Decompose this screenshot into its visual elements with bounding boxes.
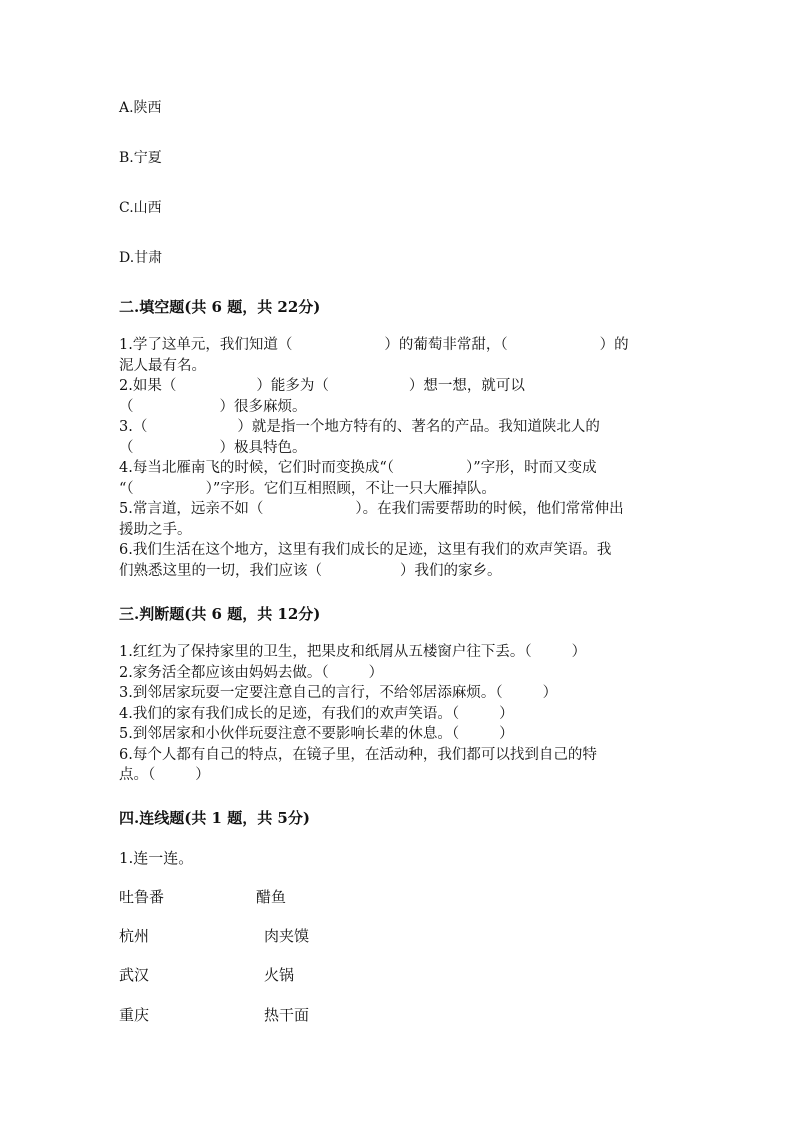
match-left-item: 武汉 [119,966,150,984]
question-item [119,335,679,376]
match-right-item: 火锅 [264,966,295,984]
question-text: “（ [119,480,134,497]
question-text: ）能多为（ [256,378,329,394]
question-line [119,458,679,479]
question-item [119,376,679,417]
question-text: ） [542,685,558,701]
question-text: ） [571,644,587,660]
question-line [119,540,679,561]
option-d: D.甘肃 [119,250,163,266]
question-text: ） [368,664,384,681]
match-right-item: 热干面 [264,1006,310,1024]
question-item [119,704,679,725]
question-line [119,724,679,745]
question-text: 6.每个人都有自己的特点，在镜子里，在活动种，我们都可以找到自己的特 [119,746,597,763]
question-text: 3.到邻居家玩耍一定要注意自己的言行，不给邻居添麻烦。（ [119,685,503,701]
question-text: 2.家务活全都应该由妈妈去做。（ [119,664,329,681]
question-item [119,724,679,745]
question-text: 5.到邻居家和小伙伴玩耍注意不要影响长辈的休息。（ [119,726,460,742]
question-item [119,417,679,458]
match-right-item: 醋鱼 [256,888,287,906]
question-text: ）。在我们需要帮助的时候，他们常常伸出 [355,501,624,517]
option-c: C.山西 [119,200,162,216]
question-line [119,765,679,786]
question-text: 2.如果（ [119,378,177,394]
question-text: （ [119,398,134,415]
question-text: 3.（ [119,419,148,435]
question-text: 泥人最有名。 [119,357,206,374]
true-false-questions [119,642,679,786]
section-heading-matching: 四.连线题(共 1 题，共 5分) [119,809,310,827]
question-item [119,540,679,581]
question-line [119,335,679,356]
question-text: ）想一想，就可以 [408,378,525,394]
option-a: A.陕西 [119,100,162,116]
question-text: ） [499,705,514,722]
question-line [119,561,679,582]
question-text: ）很多麻烦。 [219,398,307,415]
question-line [119,499,679,520]
section-heading-true-false: 三.判断题(共 6 题，共 12分) [119,605,321,623]
question-text: ）我们的家乡。 [400,562,502,579]
match-left-item: 杭州 [119,927,150,945]
question-line [119,438,679,459]
option-b: B.宁夏 [119,150,162,166]
question-text: 们熟悉这里的一切，我们应该（ [119,562,322,579]
question-text: 1.学了这单元，我们知道（ [119,337,293,353]
question-item [119,499,679,540]
question-text: 援助之手。 [119,521,192,538]
fill-blank-questions [119,335,679,581]
match-left-item: 重庆 [119,1006,150,1024]
question-text: ）就是指一个地方特有的、著名的产品。我知道陕北人的 [237,419,600,435]
match-right-item: 肉夹馍 [264,927,310,945]
question-text: 1.红红为了保持家里的卫生，把果皮和纸屑从五楼窗户往下丢。（ [119,644,532,660]
question-item [119,663,679,684]
question-item [119,642,679,663]
question-text: ） [499,726,514,742]
question-line [119,683,679,704]
question-text: 5.常言道，远亲不如（ [119,501,264,517]
question-line [119,745,679,766]
question-text: ） [195,767,210,783]
question-line [119,479,679,500]
question-item [119,683,679,704]
question-text: （ [119,439,134,456]
question-text: 6.我们生活在这个地方，这里有我们成长的足迹，这里有我们的欢声笑语。我 [119,542,612,558]
question-line [119,663,679,684]
question-line [119,642,679,663]
question-line [119,356,679,377]
question-line [119,704,679,725]
match-left-item: 吐鲁番 [119,888,165,906]
question-line [119,397,679,418]
question-line [119,376,679,397]
question-text: 4.我们的家有我们成长的足迹，有我们的欢声笑语。（ [119,705,460,722]
question-text: ）”字形。它们互相照顾，不让一只大雁掉队。 [205,480,496,497]
question-line [119,520,679,541]
question-text: 4.每当北雁南飞的时候，它们时而变换成“（ [119,460,394,476]
question-item [119,745,679,786]
section-heading-fill-blank: 二.填空题(共 6 题，共 22分) [119,298,321,316]
question-text: ）的葡萄非常甜，（ [384,337,508,353]
question-line [119,417,679,438]
question-text: 点。（ [119,767,156,783]
question-text: ）”字形，时而又变成 [466,460,597,476]
matching-question: 1.连一连。 [119,849,194,867]
question-text: ）的 [599,337,629,353]
question-text: ）极具特色。 [219,439,307,456]
question-item [119,458,679,499]
